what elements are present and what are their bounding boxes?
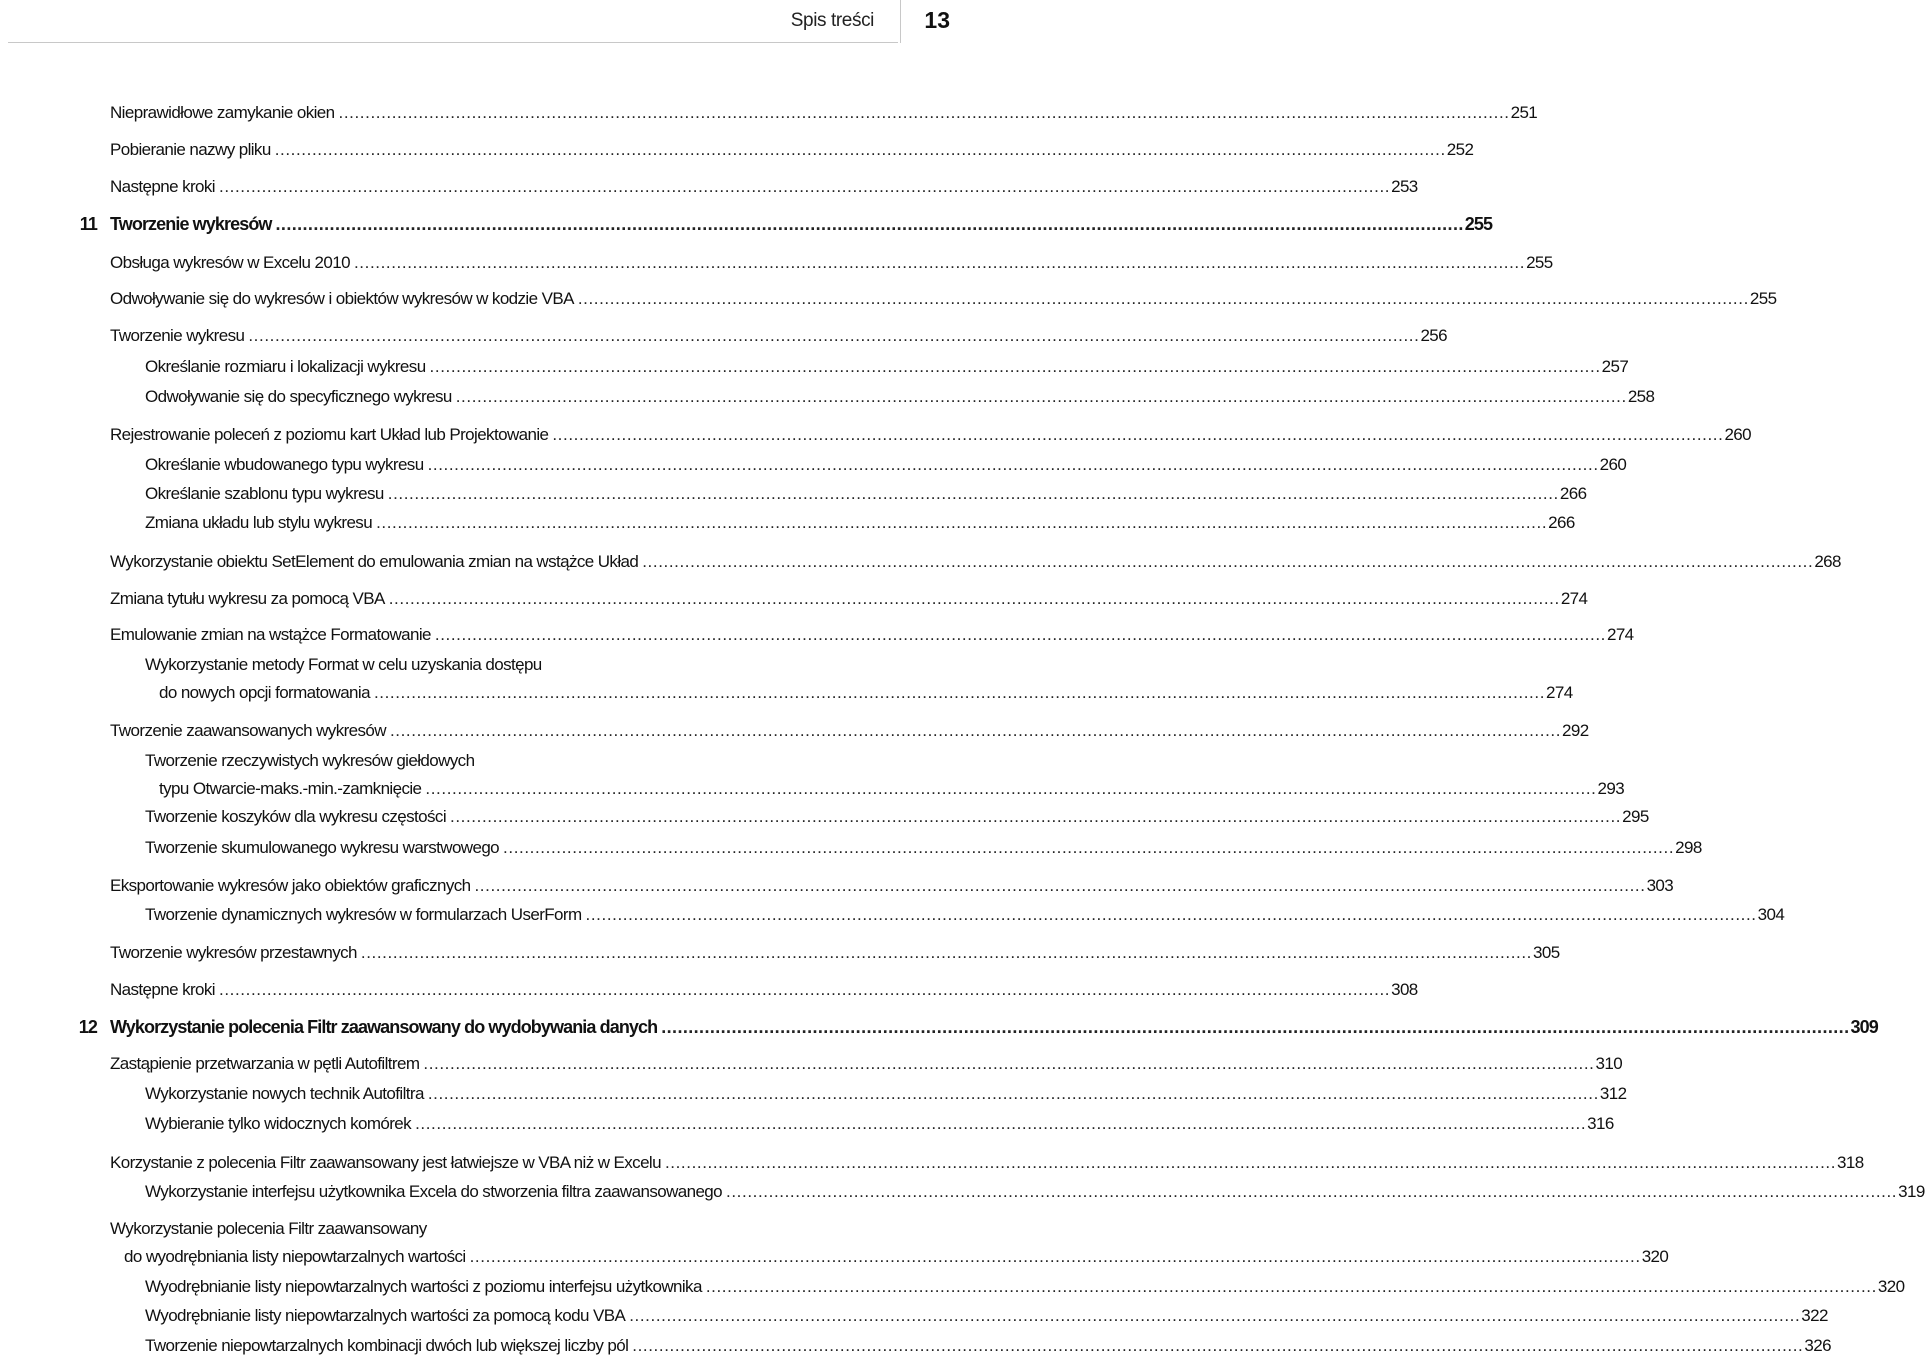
- toc-entry-title: Tworzenie skumulowanego wykresu warstwowego: [145, 838, 500, 857]
- toc-entry-title: Tworzenie wykresu: [110, 326, 245, 345]
- toc-entry[interactable]: [0, 1333, 1831, 1359]
- toc-entry-line: [110, 1014, 1878, 1040]
- dot-leader: ............................................................................................................................................................................................................................: [415, 1114, 1587, 1133]
- toc-entry-line: [145, 1303, 1828, 1329]
- toc-entry-title: Tworzenie koszyków dla wykresu częstości: [145, 807, 447, 826]
- dot-leader: ............................................................................................................................................................................................................................: [427, 455, 1599, 474]
- toc-entry-title: Wykorzystanie nowych technik Autofiltra: [145, 1084, 424, 1103]
- toc-entry-title: Określanie rozmiaru i lokalizacji wykresu: [145, 357, 426, 376]
- toc-page-number: 257: [1601, 357, 1629, 376]
- toc-page-number: 309: [1850, 1017, 1878, 1037]
- dot-leader: ............................................................................................................................................................................................................................: [577, 289, 1749, 308]
- toc-entry-title-line: Wykorzystanie metody Format w celu uzyskania dostępu: [145, 655, 542, 674]
- toc-entry-title: Nieprawidłowe zamykanie okien: [110, 103, 335, 122]
- dot-leader: ............................................................................................................................................................................................................................: [705, 1277, 1877, 1296]
- dot-leader: ............................................................................................................................................................................................................................: [274, 140, 1446, 159]
- toc-entry-title: Eksportowanie wykresów jako obiektów graficznych: [110, 876, 471, 895]
- toc-entry-title: Zmiana tytułu wykresu za pomocą VBA: [110, 589, 385, 608]
- header-divider: [900, 0, 901, 43]
- toc-entry[interactable]: [0, 323, 1448, 349]
- toc-entry[interactable]: [0, 1051, 1623, 1077]
- toc-entry-line: [110, 940, 1560, 966]
- dot-leader: ............................................................................................................................................................................................................................: [427, 1084, 1599, 1103]
- toc-entry-line: [159, 776, 1625, 802]
- toc-page-number: 266: [1559, 484, 1587, 503]
- toc-page-number: 292: [1562, 721, 1589, 740]
- toc-page-number: 252: [1446, 140, 1474, 159]
- toc-entry-line: [110, 100, 1538, 126]
- toc-page-number: 304: [1757, 905, 1785, 924]
- dot-leader: ............................................................................................................................................................................................................................: [425, 779, 1597, 798]
- toc-entry-title: Zmiana układu lub stylu wykresu: [145, 513, 373, 532]
- toc-entry-line: [145, 1333, 1831, 1359]
- page-number: 13: [924, 7, 950, 33]
- toc-page-number: 318: [1837, 1153, 1864, 1172]
- toc-entry-line: [145, 354, 1629, 380]
- toc-entry[interactable]: [0, 286, 1777, 312]
- toc-entry-title: Odwoływanie się do wykresów i obiektów wykresów w kodzie VBA: [110, 289, 574, 308]
- toc-entry[interactable]: [0, 902, 1785, 928]
- toc-entry[interactable]: [0, 873, 1674, 899]
- toc-page-number: 260: [1724, 425, 1752, 444]
- toc-entry-title: Obsługa wykresów w Excelu 2010: [110, 253, 350, 272]
- dot-leader: ............................................................................................................................................................................................................................: [219, 177, 1391, 196]
- toc-page-number: 293: [1597, 779, 1625, 798]
- toc-entry[interactable]: [0, 1244, 1669, 1270]
- toc-entry[interactable]: [0, 680, 1573, 706]
- toc-entry-title: Wybieranie tylko widocznych komórek: [145, 1114, 412, 1133]
- toc-entry[interactable]: [0, 384, 1655, 410]
- toc-entry-title: Zastąpienie przetwarzania w pętli Autofiltrem: [110, 1054, 420, 1073]
- toc-entry-title: Określanie szablonu typu wykresu: [145, 484, 384, 503]
- toc-entry-title: Korzystanie z polecenia Filtr zaawansowany jest łatwiejsze w VBA niż w Excelu: [110, 1153, 661, 1172]
- toc-entry-title: do wyodrębniania listy niepowtarzalnych wartości: [124, 1247, 466, 1266]
- toc-entry-title: Rejestrowanie poleceń z poziomu kart Układ lub Projektowanie: [110, 425, 549, 444]
- toc-entry-line: [145, 1081, 1627, 1107]
- toc-entry-title: Wykorzystanie polecenia Filtr zaawansowany do wydobywania danych: [110, 1017, 658, 1037]
- toc-entry-title: Tworzenie dynamicznych wykresów w formularzach UserForm: [145, 905, 582, 924]
- toc-entry-title: Tworzenie niepowtarzalnych kombinacji dwóch lub większej liczby pól: [145, 1336, 629, 1355]
- dot-leader: ............................................................................................................................................................................................................................: [552, 425, 1724, 444]
- toc-entry[interactable]: [0, 549, 1841, 575]
- dot-leader: ............................................................................................................................................................................................................................: [661, 1017, 1850, 1037]
- toc-entry[interactable]: [0, 174, 1418, 200]
- toc-entry[interactable]: [0, 481, 1587, 507]
- toc-entry-line: [145, 481, 1587, 507]
- toc-entry[interactable]: [0, 804, 1649, 830]
- toc-entry-title: Następne kroki: [110, 980, 215, 999]
- toc-entry-line: [110, 211, 1493, 237]
- toc-page-number: 305: [1532, 943, 1560, 962]
- toc-page-number: 255: [1749, 289, 1777, 308]
- toc-page-number: 255: [1526, 253, 1553, 272]
- toc-entry-line: [110, 137, 1474, 163]
- toc-entry-title: Tworzenie wykresów przestawnych: [110, 943, 357, 962]
- dot-leader: ............................................................................................................................................................................................................................: [353, 253, 1526, 272]
- toc-entry-line: [110, 586, 1588, 612]
- toc-entry-title: Tworzenie zaawansowanych wykresów: [110, 721, 386, 740]
- toc-page-number: 260: [1599, 455, 1627, 474]
- toc-entry-line: [124, 1244, 1669, 1270]
- toc-entry[interactable]: [0, 137, 1474, 163]
- dot-leader: ............................................................................................................................................................................................................................: [503, 838, 1675, 857]
- toc-page-number: 303: [1646, 876, 1674, 895]
- toc-page-number: 266: [1548, 513, 1575, 532]
- dot-leader: ............................................................................................................................................................................................................................: [632, 1336, 1804, 1355]
- toc-page-number: 268: [1814, 552, 1841, 571]
- toc-entry-line: [110, 718, 1589, 744]
- chapter-number: 11: [79, 214, 97, 234]
- header-rule: [8, 42, 898, 43]
- toc-page-number: 295: [1622, 807, 1649, 826]
- dot-leader: ............................................................................................................................................................................................................................: [387, 484, 1559, 503]
- toc-entry-line: [110, 1150, 1864, 1176]
- toc-entry[interactable]: [0, 354, 1629, 380]
- dot-leader: ............................................................................................................................................................................................................................: [423, 1054, 1595, 1073]
- toc-entry-line: [110, 873, 1674, 899]
- toc-entry-line: [110, 1051, 1623, 1077]
- dot-leader: ............................................................................................................................................................................................................................: [373, 683, 1546, 702]
- toc-entry-line: [159, 680, 1573, 706]
- dot-leader: ............................................................................................................................................................................................................................: [360, 943, 1532, 962]
- toc-entry[interactable]: [0, 776, 1625, 802]
- toc-entry-line: [145, 1274, 1905, 1300]
- toc-entry[interactable]: [0, 1179, 1925, 1205]
- toc-entry-line: [145, 1111, 1614, 1137]
- toc-entry[interactable]: [0, 718, 1589, 744]
- toc-entry[interactable]: [0, 940, 1560, 966]
- toc-entry[interactable]: [0, 1111, 1614, 1137]
- toc-entry[interactable]: [0, 510, 1575, 536]
- toc-page-number: 253: [1391, 177, 1418, 196]
- toc-entry[interactable]: [0, 452, 1627, 478]
- toc-page-number: 322: [1801, 1306, 1828, 1325]
- toc-page-number: 312: [1599, 1084, 1627, 1103]
- dot-leader: ............................................................................................................................................................................................................................: [219, 980, 1391, 999]
- dot-leader: ............................................................................................................................................................................................................................: [389, 721, 1562, 740]
- dot-leader: ............................................................................................................................................................................................................................: [450, 807, 1622, 826]
- toc-page-number: 310: [1595, 1054, 1623, 1073]
- toc-entry-line: [110, 422, 1752, 448]
- toc-entry-title: typu Otwarcie-maks.-min.-zamknięcie: [159, 779, 422, 798]
- toc-entry-line: [110, 250, 1553, 276]
- toc-chapter-entry[interactable]: [0, 211, 1493, 237]
- dot-leader: ............................................................................................................................................................................................................................: [455, 387, 1627, 406]
- toc-page-number: 258: [1627, 387, 1655, 406]
- toc-entry[interactable]: [0, 100, 1538, 126]
- dot-leader: ............................................................................................................................................................................................................................: [642, 552, 1814, 571]
- dot-leader: ............................................................................................................................................................................................................................: [585, 905, 1757, 924]
- dot-leader: ............................................................................................................................................................................................................................: [248, 326, 1420, 345]
- toc-entry[interactable]: [0, 622, 1634, 648]
- toc-entry-title: Odwoływanie się do specyficznego wykresu: [145, 387, 452, 406]
- dot-leader: ............................................................................................................................................................................................................................: [474, 876, 1646, 895]
- dot-leader: ............................................................................................................................................................................................................................: [469, 1247, 1641, 1266]
- toc-entry[interactable]: [0, 1303, 1828, 1329]
- toc-entry-line: [110, 323, 1448, 349]
- dot-leader: ............................................................................................................................................................................................................................: [376, 513, 1548, 532]
- dot-leader: ............................................................................................................................................................................................................................: [726, 1182, 1898, 1201]
- toc-entry-line: [110, 622, 1634, 648]
- section-title: Spis treści: [790, 10, 874, 31]
- toc-entry[interactable]: [0, 977, 1418, 1003]
- toc-entry-title: Emulowanie zmian na wstążce Formatowanie: [110, 625, 431, 644]
- toc-page-number: 308: [1391, 980, 1418, 999]
- toc-entry-line: [145, 804, 1649, 830]
- toc-page-number: 316: [1587, 1114, 1614, 1133]
- dot-leader: ............................................................................................................................................................................................................................: [434, 625, 1606, 644]
- toc-page-number: 274: [1546, 683, 1573, 702]
- toc-page-number: 274: [1606, 625, 1634, 644]
- dot-leader: ............................................................................................................................................................................................................................: [629, 1306, 1801, 1325]
- toc-entry-line: [145, 1179, 1925, 1205]
- toc-page-number: 320: [1877, 1277, 1905, 1296]
- dot-leader: ............................................................................................................................................................................................................................: [429, 357, 1601, 376]
- toc-entry-line: [145, 902, 1785, 928]
- dot-leader: ............................................................................................................................................................................................................................: [388, 589, 1560, 608]
- dot-leader: ............................................................................................................................................................................................................................: [664, 1153, 1837, 1172]
- toc-entry[interactable]: [0, 835, 1702, 861]
- toc-entry-title: Określanie wbudowanego typu wykresu: [145, 455, 424, 474]
- toc-entry-line: [145, 835, 1702, 861]
- chapter-number: 12: [78, 1017, 97, 1037]
- toc-page-number: 326: [1804, 1336, 1831, 1355]
- toc-page-number: 320: [1641, 1247, 1669, 1266]
- toc-entry-title: Następne kroki: [110, 177, 215, 196]
- toc-page-number: 256: [1420, 326, 1448, 345]
- toc-entry-line: [110, 174, 1418, 200]
- toc-page-number: 255: [1464, 214, 1493, 234]
- toc-page-number: 251: [1510, 103, 1538, 122]
- page-header: [0, 0, 960, 44]
- toc-chapter-entry[interactable]: [0, 1014, 1878, 1040]
- toc-page-number: 319: [1898, 1182, 1925, 1201]
- toc-entry-line: [145, 452, 1627, 478]
- toc-entry-line: [145, 384, 1655, 410]
- toc-entry[interactable]: [0, 250, 1553, 276]
- toc-entry-title: Tworzenie wykresów: [110, 214, 272, 234]
- toc-entry-line: [110, 286, 1777, 312]
- toc-entry[interactable]: [0, 1274, 1905, 1300]
- toc-entry-title: Wyodrębnianie listy niepowtarzalnych wartości z poziomu interfejsu użytkownika: [145, 1277, 702, 1296]
- toc-entry-line: [145, 510, 1575, 536]
- dot-leader: ............................................................................................................................................................................................................................: [338, 103, 1510, 122]
- toc-entry[interactable]: [0, 422, 1752, 448]
- toc-entry-title-line: Wykorzystanie polecenia Filtr zaawansowany: [110, 1219, 427, 1238]
- toc-page-number: 298: [1675, 838, 1702, 857]
- toc-entry[interactable]: [0, 1081, 1627, 1107]
- toc-entry-line: [110, 549, 1841, 575]
- toc-entry-title: Wyodrębnianie listy niepowtarzalnych wartości za pomocą kodu VBA: [145, 1306, 626, 1325]
- toc-entry-line: [110, 977, 1418, 1003]
- toc-page-number: 274: [1560, 589, 1588, 608]
- toc-entry-title: Pobieranie nazwy pliku: [110, 140, 271, 159]
- toc-entry-title: Wykorzystanie obiektu SetElement do emulowania zmian na wstążce Układ: [110, 552, 639, 571]
- toc-entry-title: do nowych opcji formatowania: [159, 683, 370, 702]
- toc-entry-title: Wykorzystanie interfejsu użytkownika Excela do stworzenia filtra zaawansowanego: [145, 1182, 723, 1201]
- toc-entry[interactable]: [0, 1150, 1864, 1176]
- dot-leader: ............................................................................................................................................................................................................................: [275, 214, 1464, 234]
- toc-entry[interactable]: [0, 586, 1588, 612]
- toc-entry-title-line: Tworzenie rzeczywistych wykresów giełdowych: [145, 751, 475, 770]
